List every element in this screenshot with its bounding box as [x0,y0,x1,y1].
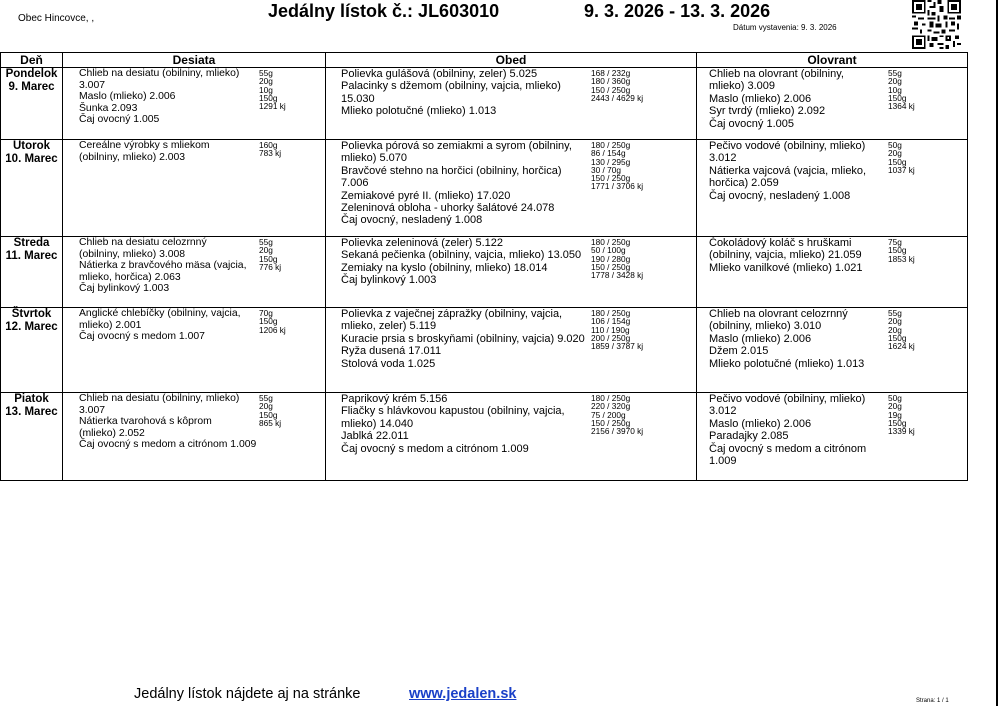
day-date: 12. Marec [5,321,58,333]
amount: 150g [259,92,278,103]
meal-item: Čaj ovocný s medom 1.007 [79,331,205,343]
day-cell [1,140,63,237]
column-header-obed: Obed [326,53,697,68]
desiata-cell [63,308,326,393]
amount: 55g [259,68,273,78]
obed-cell [326,308,697,393]
meal-item: Paradajky 2.085 [709,430,789,443]
olovrant-cell [697,308,968,393]
amount: 50 / 100g [591,245,626,256]
column-header-day: Deň [1,53,63,68]
amount: 150g [888,245,907,256]
amount: 20g [888,316,902,327]
meal-item: Čaj ovocný s medom a citrónom 1.009 [79,439,257,451]
meal-item: Maslo (mlieko) 2.006 [709,92,812,105]
meal-item: Polievka zeleninová (zeler) 5.122 [341,237,504,249]
website-link[interactable]: www.jedalen.sk [409,686,517,702]
column-header-olovrant: Olovrant [697,53,968,68]
obed-cell [326,393,697,481]
meal-item: Nátierka tvarohová s kôprom (mlieko) 2.052 [79,416,212,439]
meal-item: Paprikový krém 5.156 [341,393,448,405]
amount: 180 / 250g [591,308,631,318]
meal-item: Chlieb na desiatu celozrnný (obilniny, mlieko) 3.008 [79,237,207,260]
page-right-border [996,0,998,706]
meal-item: Polievka z vaječnej zápražky (obilniny, vajcia, mlieko, zeler) 5.119 [341,308,563,333]
meal-item: Maslo (mlieko) 2.006 [79,91,176,103]
amount: 150g [888,156,907,167]
meal-item: Šunka 2.093 [79,102,138,114]
amount: 75 / 200g [591,409,626,420]
day-cell [1,237,63,308]
amount: 1624 kj [888,341,915,352]
day-name: Utorok [12,140,51,152]
meal-item: Čaj ovocný, nesladený 1.008 [709,189,851,202]
meal-item: Stolová voda 1.025 [341,357,436,370]
amount: 190 / 280g [591,253,631,264]
meal-item: Palacinky s džemom (obilniny, vajcia, mlieko) 15.030 [341,80,561,105]
day-cell [1,393,63,481]
meal-item: Chlieb na olovrant (obilniny, mlieko) 3.009 [709,68,844,93]
day-cell [1,308,63,393]
amount: 20g [888,401,902,412]
amount: 70g [259,308,273,318]
meal-item: Ryža dusená 17.011 [341,345,442,358]
day-date: 10. Marec [5,153,58,165]
meal-item: Pečivo vodové (obilniny, mlieko) 3.012 [709,140,866,165]
meal-item: Kuracie prsia s broskyňami (obilniny, vajcia) 9.020 [341,332,585,345]
meal-item: Čaj bylinkový 1.003 [341,274,437,287]
meal-item: Mlieko vanilkové (mlieko) 1.021 [709,261,863,274]
meal-item: Maslo (mlieko) 2.006 [709,417,812,430]
column-header-desiata: Desiata [63,53,326,68]
amount: 55g [259,237,273,247]
day-date: 11. Marec [5,250,58,262]
amount: 10g [259,84,273,95]
amount: 180 / 250g [591,237,631,247]
amount: 180 / 360g [591,76,631,87]
qr-code-icon [912,0,961,49]
amount: 55g [259,393,273,403]
amount: 180 / 250g [591,393,631,403]
amount: 20g [888,76,902,87]
amount: 75g [888,237,902,247]
table-row [1,308,968,393]
meal-item: Polievka pórová so zemiakmi a syrom (obilniny, mlieko) 5.070 [341,140,572,165]
amount: 2156 / 3970 kj [591,426,644,437]
amount: 110 / 190g [591,324,630,335]
day-cell [1,68,63,140]
amount: 130 / 295g [591,156,631,167]
meal-item: Sekaná pečienka (obilniny, vajcia, mlieko) 13.050 [341,249,582,262]
menu-table [0,52,968,481]
meal-item: Pečivo vodové (obilniny, mlieko) 3.012 [709,393,866,418]
amount: 150g [888,417,907,428]
amount: 150g [259,253,278,264]
amount: 1778 / 3428 kj [591,270,644,281]
meal-item: Fliačky s hlávkovou kapustou (obilniny, vajcia, mlieko) 14.040 [341,405,565,430]
meal-item: Bravčové stehno na horčici (obilniny, horčica) 7.006 [341,164,562,190]
amount: 55g [888,68,902,78]
amount: 19g [888,409,902,420]
amount: 150 / 250g [591,84,631,95]
meal-item: Anglické chlebíčky (obilniny, vajcia, mlieko) 2.001 [79,308,241,331]
amount: 200 / 250g [591,332,631,343]
amount: 150g [888,332,907,343]
amount: 10g [888,84,902,95]
meal-item: Džem 2.015 [709,345,769,358]
meal-item: Zeleninová obloha - uhorky šalátové 24.078 [341,202,555,215]
day-name: Pondelok [5,68,58,80]
meal-item: Nátierka vajcová (vajcia, mlieko, horčica) 2.059 [709,164,867,190]
meal-item: Chlieb na desiatu (obilniny, mlieko) 3.007 [79,393,240,416]
amount: 20g [888,324,902,335]
day-name: Piatok [14,393,49,405]
meal-item: Čaj ovocný 1.005 [79,114,160,126]
meal-item: Maslo (mlieko) 2.006 [709,332,812,345]
desiata-cell [63,237,326,308]
amount: 1339 kj [888,426,915,437]
amount: 55g [888,308,902,318]
amount: 20g [888,148,902,159]
meal-item: Polievka gulášová (obilniny, zeler) 5.025 [341,68,538,80]
amount: 1853 kj [888,253,915,264]
amount: 180 / 250g [591,140,631,150]
amount: 86 / 154g [591,148,626,159]
olovrant-cell [697,68,968,140]
meal-item: Čaj ovocný, nesladený 1.008 [341,214,483,227]
amount: 20g [259,245,273,256]
meal-item: Mlieko polotučné (mlieko) 1.013 [341,105,497,118]
page-number: Strana: 1 / 1 [916,698,949,704]
amount: 150g [259,316,278,327]
table-row [1,68,968,140]
meal-item: Čaj bylinkový 1.003 [79,283,170,295]
meal-item: Zemiakové pyré II. (mlieko) 17.020 [341,189,511,202]
desiata-cell [63,68,326,140]
meal-item: Cereálne výrobky s mliekom (obilniny, mlieko) 2.003 [79,140,210,163]
amount: 20g [259,401,273,412]
amount: 1771 / 3706 kj [591,181,644,192]
amount: 150g [259,409,278,420]
amount: 1364 kj [888,101,915,112]
meal-item: Chlieb na olovrant celozrnný (obilniny, mlieko) 3.010 [709,308,848,333]
meal-item: Čokoládový koláč s hruškami (obilniny, vajcia, mlieko) 21.059 [709,237,862,262]
amount: 1291 kj [259,101,286,112]
desiata-cell [63,393,326,481]
meal-item: Nátierka z bravčového mäsa (vajcia, mlieko, horčica) 2.063 [79,260,247,283]
desiata-cell [63,140,326,237]
page-title: Jedálny lístok č.: JL603010 [268,1,500,21]
amount: 1859 / 3787 kj [591,341,644,352]
meal-item: Čaj ovocný s medom a citrónom 1.009 [709,442,867,468]
amount: 776 kj [259,261,282,272]
amount: 150 / 250g [591,261,631,272]
olovrant-cell [697,237,968,308]
amount: 865 kj [259,417,282,428]
amount: 150 / 250g [591,173,631,184]
amount: 160g [259,140,278,150]
day-date: 13. Marec [5,406,58,418]
amount: 150 / 250g [591,417,631,428]
meal-item: Mlieko polotučné (mlieko) 1.013 [709,357,865,370]
footer-text: Jedálny lístok nájdete aj na stránke [134,686,361,702]
olovrant-cell [697,393,968,481]
meal-item: Čaj ovocný s medom a citrónom 1.009 [341,442,529,455]
amount: 106 / 154g [591,316,631,327]
amount: 50g [888,140,902,150]
amount: 30 / 70g [591,164,621,175]
meal-item: Chlieb na desiatu (obilniny, mlieko) 3.007 [79,68,240,91]
obed-cell [326,68,697,140]
table-row [1,237,968,308]
table-row [1,393,968,481]
meal-item: Jablká 22.011 [341,430,409,443]
olovrant-cell [697,140,968,237]
amount: 150g [888,92,907,103]
amount: 168 / 232g [591,68,631,78]
issue-date: Dátum vystavenia: 9. 3. 2026 [733,23,837,32]
obed-cell [326,237,697,308]
obed-cell [326,140,697,237]
amount: 783 kj [259,148,282,159]
organization-name: Obec Hincovce, , [18,13,95,24]
amount: 20g [259,76,273,87]
meal-item: Syr tvrdý (mlieko) 2.092 [709,105,826,118]
amount: 1037 kj [888,164,915,175]
day-name: Štvrtok [11,308,52,320]
amount: 2443 / 4629 kj [591,92,644,103]
amount: 50g [888,393,902,403]
meal-item: Zemiaky na kyslo (obilniny, mlieko) 18.014 [341,261,548,274]
amount: 220 / 320g [591,401,631,412]
table-row [1,140,968,237]
date-range: 9. 3. 2026 - 13. 3. 2026 [584,1,771,21]
day-name: Streda [13,237,50,249]
amount: 1206 kj [259,324,286,335]
meal-item: Čaj ovocný 1.005 [709,117,794,130]
header-row [1,53,968,68]
day-date: 9. Marec [8,81,55,93]
